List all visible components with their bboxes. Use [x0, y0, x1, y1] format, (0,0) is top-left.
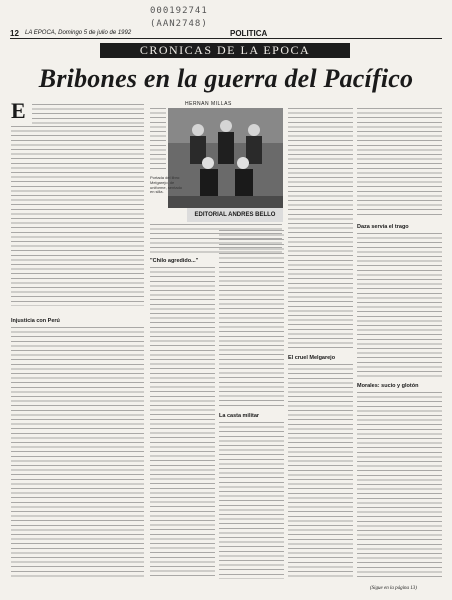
- article-byline: HERNAN MILLAS: [185, 101, 232, 107]
- column-banner: CRONICAS DE LA EPOCA: [100, 43, 350, 58]
- masthead: [10, 29, 442, 39]
- subhead-casta: La casta militar: [219, 413, 284, 419]
- subhead-injusticia: Injusticia con Perú: [11, 318, 144, 324]
- body-column-1: [11, 126, 144, 306]
- section-name: POLITICA: [230, 29, 268, 38]
- photo-caption-side: Portada del libro: Melgarejo, de uniforme, sentado en silla.: [150, 175, 183, 195]
- subhead-daza: Daza servía el trago: [357, 224, 442, 230]
- body-column-4: [288, 108, 353, 348]
- body-column-1: [32, 104, 144, 126]
- article-headline: Bribones en la guerra del Pacífico: [38, 64, 414, 93]
- body-column-2: [150, 108, 166, 172]
- continued-note: (Sigue en la página 13): [370, 586, 417, 591]
- photo-credit: EDITORIAL ANDRES BELLO: [187, 208, 283, 222]
- body-column-2: [150, 267, 215, 579]
- subhead-morales: Morales: sucio y glotón: [357, 383, 442, 389]
- subhead-chilo: "Chilo agredido...": [150, 258, 210, 264]
- body-column-3: [219, 230, 284, 408]
- body-column-5: [357, 392, 442, 580]
- body-column-4: [288, 364, 353, 579]
- archive-stamp-code: 000192741: [150, 6, 208, 16]
- archive-stamp-code-secondary: (AAN2748): [150, 19, 208, 29]
- subhead-melgarejo: El cruel Melgarejo: [288, 355, 353, 361]
- body-column-1: [11, 327, 144, 579]
- drop-cap: E: [11, 98, 26, 123]
- body-column-5: [357, 233, 442, 377]
- body-column-3: [219, 422, 284, 579]
- page-number: 12: [10, 29, 19, 38]
- publication-date: LA EPOCA, Domingo 5 de julio de 1992: [25, 30, 132, 36]
- body-column-5: [357, 108, 442, 218]
